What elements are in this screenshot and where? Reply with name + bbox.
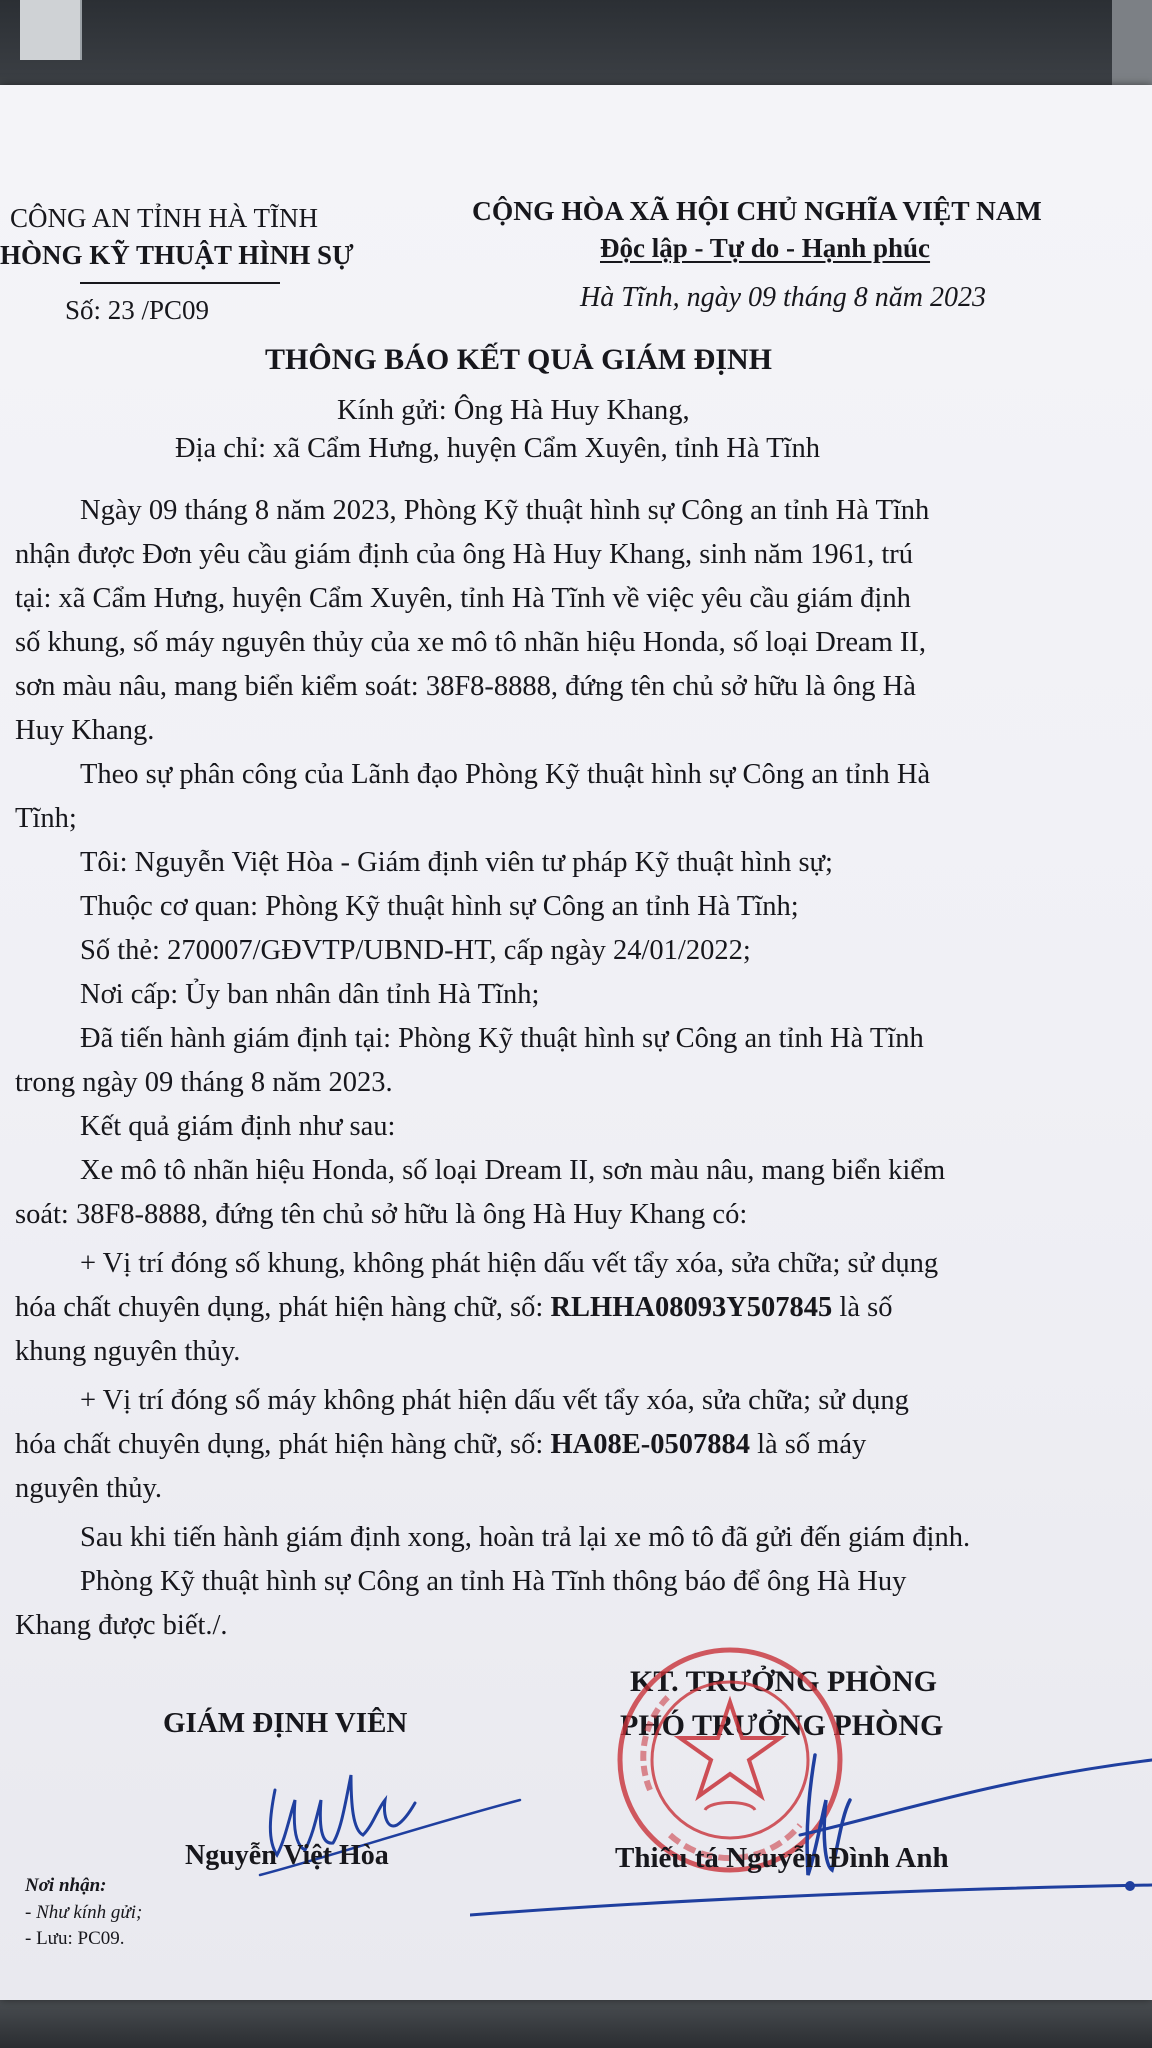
recipients-item: - Như kính gửi; bbox=[25, 1902, 143, 1923]
examiner-title: GIÁM ĐỊNH VIÊN bbox=[163, 1707, 408, 1739]
date-line: Hà Tĩnh, ngày 09 tháng 8 năm 2023 bbox=[580, 282, 986, 313]
body-line: tại: xã Cẩm Hưng, huyện Cẩm Xuyên, tỉnh Hà Tĩnh về việc yêu cầu giám định bbox=[15, 583, 911, 614]
engine-result-line: + Vị trí đóng số máy không phát hiện dấu vết tẩy xóa, sửa chữa; sử dụng bbox=[80, 1385, 909, 1416]
signer-signature bbox=[470, 1705, 1152, 1935]
body-line: Sau khi tiến hành giám định xong, hoàn trả lại xe mô tô đã gửi đến giám định. bbox=[80, 1522, 971, 1553]
frame-result-line: hóa chất chuyên dụng, phát hiện hàng chữ, số: RLHHA08093Y507845 là số bbox=[15, 1292, 893, 1323]
body-line: soát: 38F8-8888, đứng tên chủ sở hữu là ông Hà Huy Khang có: bbox=[15, 1199, 748, 1230]
body-line: Khang được biết./. bbox=[15, 1610, 228, 1641]
examiner-name: Nguyễn Việt Hòa bbox=[185, 1840, 389, 1871]
document-page bbox=[0, 85, 1152, 2000]
body-line: Xe mô tô nhãn hiệu Honda, số loại Dream II, sơn màu nâu, mang biển kiểm bbox=[80, 1155, 946, 1186]
unit-line: Thuộc cơ quan: Phòng Kỹ thuật hình sự Công an tỉnh Hà Tĩnh; bbox=[80, 891, 799, 922]
body-line: trong ngày 09 tháng 8 năm 2023. bbox=[15, 1067, 393, 1098]
engine-number: HA08E-0507884 bbox=[550, 1429, 750, 1460]
body-line: Đã tiến hành giám định tại: Phòng Kỹ thuật hình sự Công an tỉnh Hà Tĩnh bbox=[80, 1023, 924, 1054]
body-line: số khung, số máy nguyên thủy của xe mô tô nhãn hiệu Honda, số loại Dream II, bbox=[15, 627, 927, 658]
issuer-line: Nơi cấp: Ủy ban nhân dân tỉnh Hà Tĩnh; bbox=[80, 979, 540, 1010]
body-line: Huy Khang. bbox=[15, 715, 155, 746]
body-line: sơn màu nâu, mang biển kiểm soát: 38F8-8888, đứng tên chủ sở hữu là ông Hà bbox=[15, 671, 916, 702]
frame-number: RLHHA08093Y507845 bbox=[550, 1292, 833, 1323]
recipients-title: Nơi nhận: bbox=[25, 1875, 107, 1896]
examiner-line: Tôi: Nguyễn Việt Hòa - Giám định viên tư pháp Kỹ thuật hình sự; bbox=[80, 847, 833, 878]
body-line: Theo sự phân công của Lãnh đạo Phòng Kỹ thuật hình sự Công an tỉnh Hà bbox=[80, 759, 931, 790]
agency-name: CÔNG AN TỈNH HÀ TĨNH bbox=[10, 203, 318, 233]
background-object bbox=[1112, 0, 1152, 90]
signer-title: KT. TRƯỞNG PHÒNG bbox=[630, 1665, 937, 1698]
recipients-item: - Lưu: PC09. bbox=[25, 1928, 125, 1949]
nation-motto: Độc lập - Tự do - Hạnh phúc bbox=[600, 233, 931, 263]
divider bbox=[80, 282, 280, 284]
body-line: nhận được Đơn yêu cầu giám định của ông Hà Huy Khang, sinh năm 1961, trú bbox=[15, 539, 914, 570]
recipient-address: Địa chỉ: xã Cẩm Hưng, huyện Cẩm Xuyên, tỉnh Hà Tĩnh bbox=[175, 433, 820, 464]
background-bottom bbox=[0, 1998, 1152, 2048]
engine-result-line: hóa chất chuyên dụng, phát hiện hàng chữ, số: HA08E-0507884 là số máy bbox=[15, 1429, 867, 1460]
signer-name: Thiếu tá Nguyễn Đình Anh bbox=[615, 1842, 949, 1874]
document-number: Số: 23 /PC09 bbox=[65, 295, 210, 325]
document-title: THÔNG BÁO KẾT QUẢ GIÁM ĐỊNH bbox=[265, 343, 772, 376]
body-line: Tĩnh; bbox=[15, 803, 77, 834]
body-line: Phòng Kỹ thuật hình sự Công an tỉnh Hà Tĩnh thông báo để ông Hà Huy bbox=[80, 1566, 907, 1597]
body-line: Ngày 09 tháng 8 năm 2023, Phòng Kỹ thuật hình sự Công an tỉnh Hà Tĩnh bbox=[80, 495, 930, 526]
frame-result-line: + Vị trí đóng số khung, không phát hiện dấu vết tẩy xóa, sửa chữa; sử dụng bbox=[80, 1248, 939, 1279]
result-intro: Kết quả giám định như sau: bbox=[80, 1111, 396, 1142]
signer-subtitle: PHÓ TRƯỞNG PHÒNG bbox=[620, 1709, 944, 1742]
background-object bbox=[20, 0, 82, 60]
engine-result-line: nguyên thủy. bbox=[15, 1473, 162, 1504]
frame-result-line: khung nguyên thủy. bbox=[15, 1336, 241, 1367]
card-line: Số thẻ: 270007/GĐVTP/UBND-HT, cấp ngày 24/01/2022; bbox=[80, 935, 751, 966]
agency-department: HÒNG KỸ THUẬT HÌNH SỰ bbox=[0, 240, 354, 270]
recipient: Kính gửi: Ông Hà Huy Khang, bbox=[337, 395, 690, 426]
nation-name: CỘNG HÒA XÃ HỘI CHỦ NGHĨA VIỆT NAM bbox=[472, 195, 1042, 226]
